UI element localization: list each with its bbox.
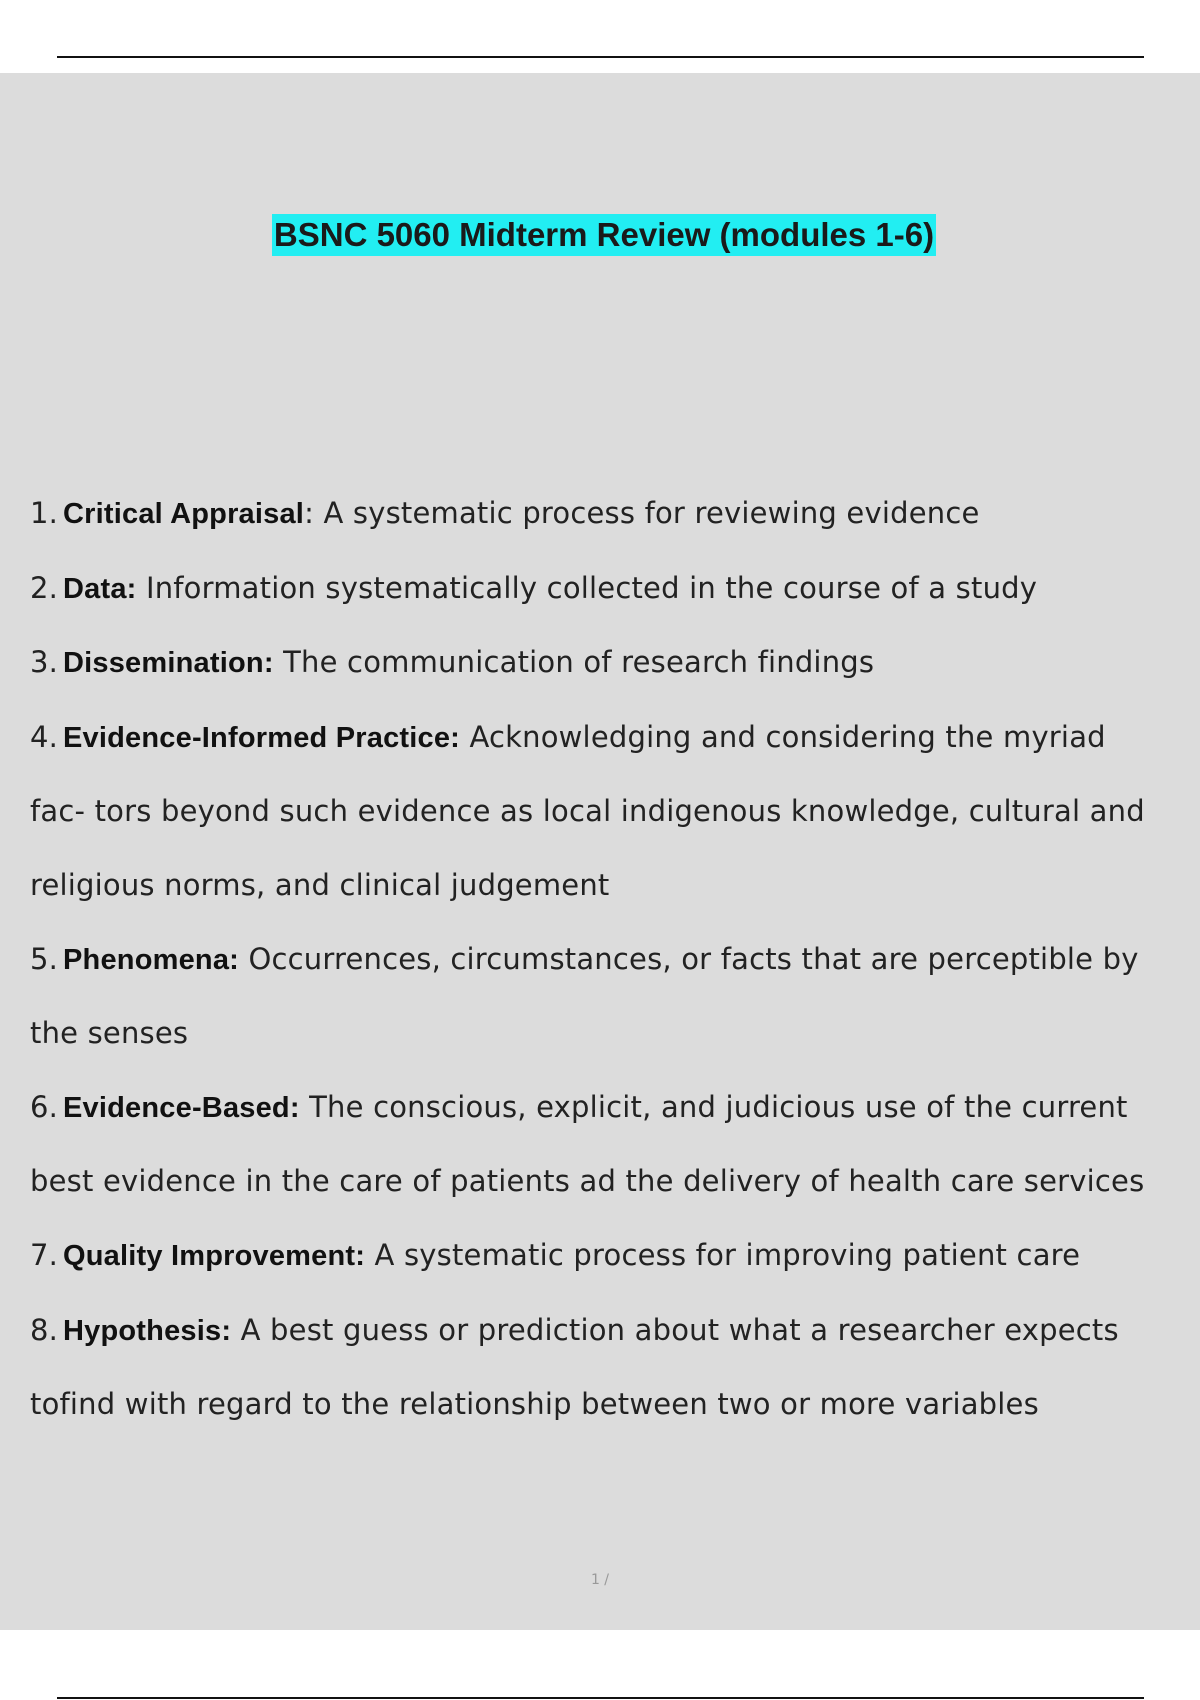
- term-label: Quality Improvement:: [63, 1239, 366, 1272]
- top-rule: [57, 56, 1144, 58]
- page-number: 1 /: [590, 1572, 610, 1588]
- item-number: 2.: [30, 570, 59, 605]
- item-number: 6.: [30, 1089, 59, 1124]
- term-separator: [274, 645, 283, 679]
- item-number: 3.: [30, 645, 59, 680]
- item-number: 7.: [30, 1237, 59, 1272]
- term-separator: [300, 1090, 309, 1124]
- term-separator: [365, 1238, 374, 1272]
- list-item: [30, 1219, 1170, 1294]
- term-label: Evidence-Informed Practice:: [63, 721, 461, 754]
- term-definition: A systematic process for improving patient care: [374, 1237, 1081, 1272]
- term-label: Phenomena:: [63, 943, 240, 976]
- bottom-rule: [57, 1697, 1144, 1699]
- term-definition: Information systematically collected in the course of a study: [145, 570, 1038, 605]
- item-number: 5.: [30, 941, 59, 976]
- item-number: 8.: [30, 1312, 59, 1347]
- document-page: [0, 73, 1200, 1630]
- term-definition: The communication of research findings: [283, 645, 875, 680]
- term-label: Hypothesis:: [63, 1314, 232, 1347]
- list-item: [30, 1294, 1170, 1442]
- term-label: Dissemination:: [63, 647, 274, 680]
- list-item: [30, 923, 1170, 1071]
- item-number: 4.: [30, 719, 59, 754]
- title-container: [0, 214, 1200, 256]
- list-item: [30, 1071, 1170, 1219]
- term-definition: The conscious, explicit, and judicious use of the current best evidence in the care of patients ad the delivery of health care services: [30, 1089, 1145, 1199]
- list-item: [30, 626, 1170, 701]
- term-label: Critical Appraisal: [63, 498, 305, 530]
- item-number: 1.: [30, 496, 59, 530]
- term-definition: Acknowledging and considering the myriad fac- tors beyond such evidence as local indigenous knowledge, cultural and religious norms, and clinical judgement: [30, 719, 1145, 902]
- list-item: [30, 477, 1170, 552]
- document-title: BSNC 5060 Midterm Review (modules 1-6): [272, 214, 936, 256]
- term-separator: :: [304, 496, 324, 530]
- list-item: [30, 701, 1170, 923]
- list-item: [30, 552, 1170, 627]
- term-separator: [137, 571, 146, 605]
- term-definition: A best guess or prediction about what a researcher expects tofind with regard to the relationship between two or more variables: [30, 1312, 1119, 1422]
- term-definition: A systematic process for reviewing evidence: [323, 496, 980, 530]
- term-separator: [231, 1313, 240, 1347]
- term-label: Evidence-Based:: [63, 1091, 300, 1124]
- term-definition: Occurrences, circumstances, or facts that are perceptible by the senses: [30, 941, 1139, 1051]
- terms-list: [30, 477, 1170, 1442]
- term-label: Data:: [63, 572, 137, 605]
